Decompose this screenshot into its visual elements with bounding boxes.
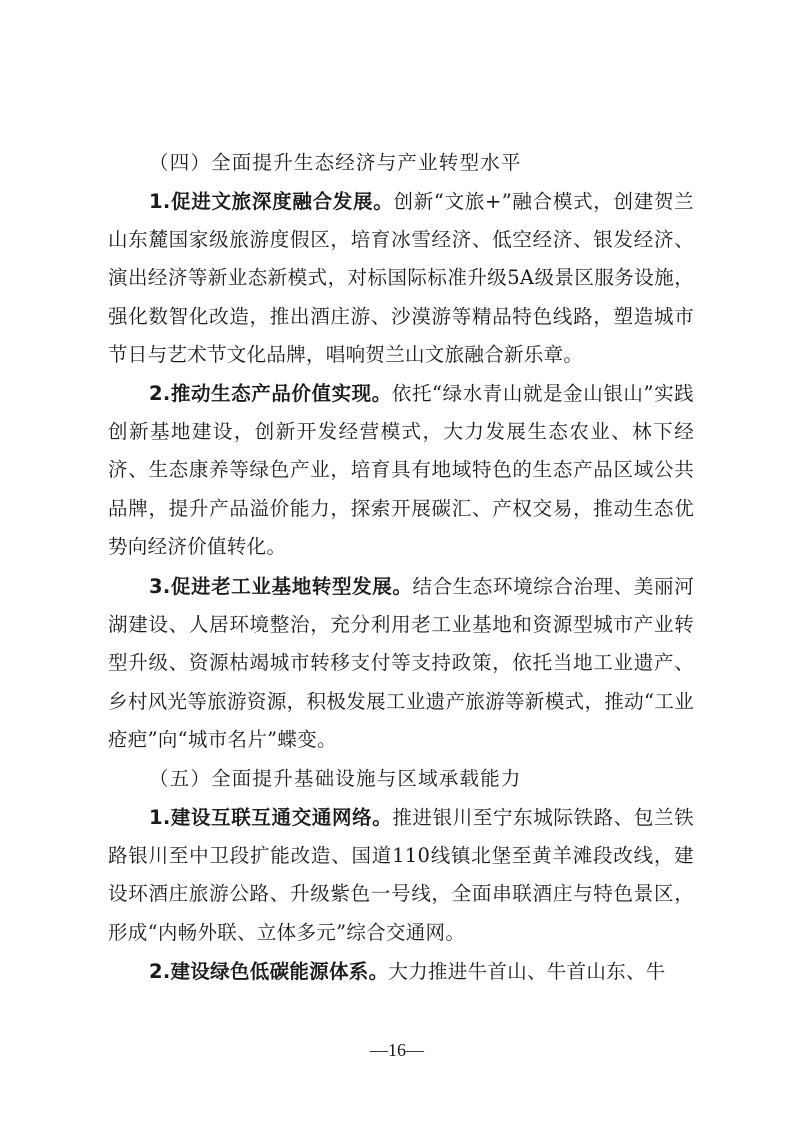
paragraph-promote-culture-tourism bbox=[108, 183, 694, 374]
paragraph-ecological-product-value bbox=[108, 375, 694, 566]
paragraph-lead: 1.建设互联互通交通网络。 bbox=[149, 806, 393, 829]
paragraph-body: 依托“绿水青山就是金山银山”实践创新基地建设，创新开发经营模式，大力发展生态农业、林下经济、生态康养等绿色产业，培育具有地域特色的生态产品区域公共品牌，提升产品溢价能力，探索开展碳汇、产权交易，推动生态优势向经济价值转化。 bbox=[108, 382, 694, 558]
section-heading-4: （四）全面提升生态经济与产业转型水平 bbox=[149, 151, 522, 174]
paragraph-lead: 2.推动生态产品价值实现。 bbox=[149, 382, 392, 405]
paragraph-body: 创新“文旅+”融合模式，创建贺兰山东麓国家级旅游度假区，培育冰雪经济、低空经济、银发经济、演出经济等新业态新模式，对标国际标准升级5A级景区服务设施，强化数智化改造，推出酒庄游、沙漠游等精品特色线路，塑造城市节日与艺术节文化品牌，唱响贺兰山文旅融合新乐章。 bbox=[108, 190, 694, 366]
paragraph-body: 推进银川至宁东城际铁路、包兰铁路银川至中卫段扩能改造、国道110线镇北堡至黄羊滩段改线，建设环酒庄旅游公路、升级紫色一号线，全面串联酒庄与特色景区，形成“内畅外联、立体多元”综合交通网。 bbox=[108, 806, 694, 944]
paragraph-transport-network bbox=[108, 799, 694, 952]
paragraph-lead: 1.促进文旅深度融合发展。 bbox=[149, 190, 394, 213]
paragraph-lead: 3.促进老工业基地转型发展。 bbox=[149, 575, 413, 598]
page-number: —16— bbox=[370, 1040, 424, 1060]
paragraph-lead: 2.建设绿色低碳能源体系。 bbox=[149, 960, 389, 983]
paragraph-body: 大力推进牛首山、牛首山东、牛 bbox=[388, 960, 666, 983]
paragraph-body: 结合生态环境综合治理、美丽河湖建设、人居环境整治，充分利用老工业基地和资源型城市产业转型升级、资源枯竭城市转移支付等支持政策，依托当地工业遗产、乡村风光等旅游资源，积极发展工业遗产旅游等新模式，推动“工业疮疤”向“城市名片”蝶变。 bbox=[108, 575, 694, 751]
section-heading-5: （五）全面提升基础设施与区域承载能力 bbox=[149, 767, 522, 790]
paragraph-green-energy-system bbox=[108, 953, 694, 991]
paragraph-old-industrial-base bbox=[108, 568, 694, 759]
